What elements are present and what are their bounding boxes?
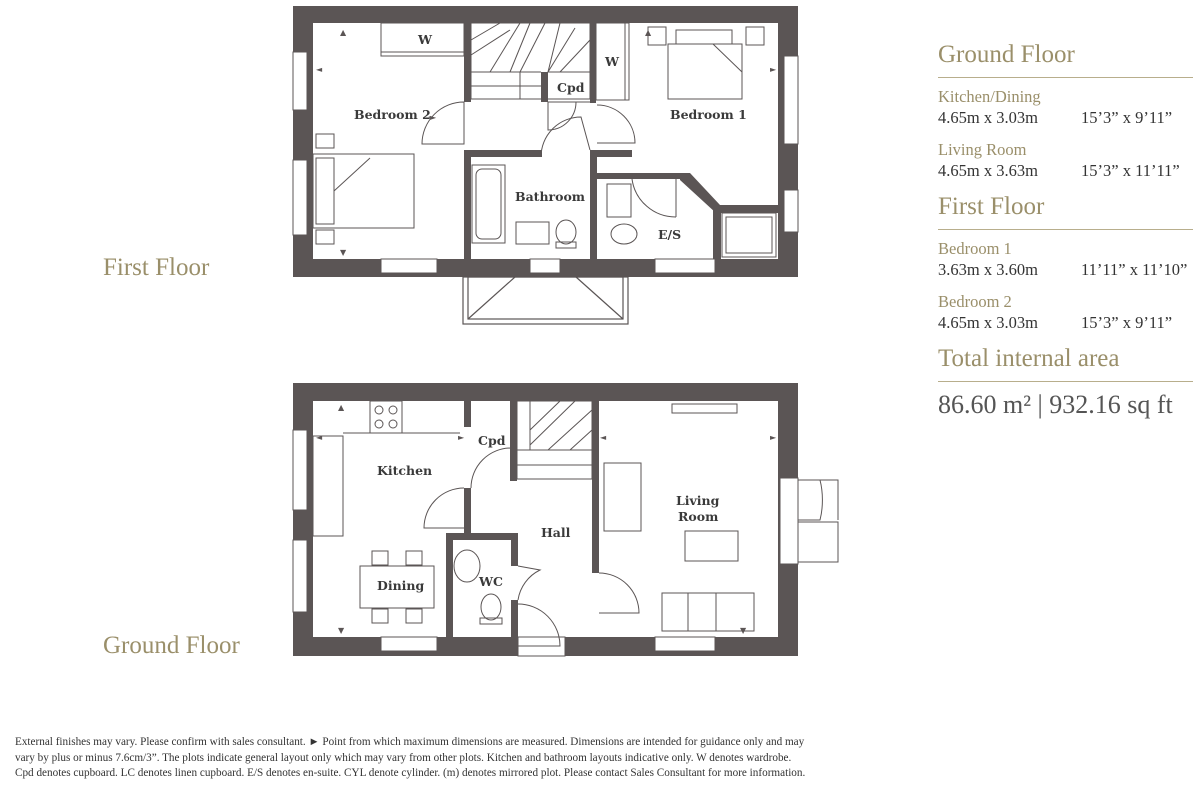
- label-cpd-ground: Cpd: [478, 433, 506, 448]
- room-schedule: [938, 40, 1193, 420]
- label-en-suite: E/S: [658, 227, 682, 242]
- svg-text:▲: ▲: [340, 28, 347, 37]
- label-kitchen: Kitchen: [377, 463, 433, 478]
- label-wardrobe-right: W: [605, 54, 620, 69]
- label-wc: WC: [479, 574, 503, 589]
- svg-text:▼: ▼: [740, 626, 747, 635]
- label-room: Room: [678, 509, 719, 524]
- svg-text:►: ►: [430, 113, 437, 122]
- ground-floor-windows: [293, 430, 715, 656]
- total-area-value: 86.60 m² | 932.16 sq ft: [938, 390, 1173, 419]
- first-floor-fixtures: [313, 27, 776, 257]
- schedule-metric: 3.63m x 3.60m: [938, 260, 1038, 279]
- schedule-room-living: [938, 139, 1193, 182]
- disclaimer-line: External finishes may vary. Please confirm with sales consultant. ► Point from which maximum dimensions are measured. Dimensions are intended for guidance only and may: [15, 736, 805, 748]
- svg-text:▼: ▼: [338, 626, 345, 635]
- schedule-imperial: 15’3” x 9’11”: [1081, 313, 1173, 332]
- disclaimer-line: Cpd denotes cupboard. LC denotes linen cupboard. E/S denotes en-suite. CYL denote cylinder. (m) denotes mirrored plot. Please contact Sales Consultant for more information.: [15, 767, 806, 780]
- first-floor-dimension-markers: [316, 28, 777, 257]
- divider: [938, 229, 1193, 230]
- label-dining: Dining: [377, 578, 425, 593]
- schedule-metric: 4.65m x 3.03m: [938, 108, 1038, 127]
- label-bedroom-1: Bedroom 1: [670, 107, 747, 122]
- schedule-room-name: Kitchen/Dining: [938, 87, 1041, 106]
- label-wardrobe-left: W: [418, 32, 433, 47]
- svg-text:◄: ◄: [600, 433, 607, 442]
- schedule-imperial: 15’3” x 9’11”: [1081, 108, 1173, 127]
- schedule-imperial: 11’11” x 11’10”: [1081, 260, 1188, 279]
- ground-floor-doors: [424, 448, 639, 646]
- disclaimer-line: vary by plus or minus 7.6cm/3”. The plots indicate general layout only which may vary from other plots. Kitchen and bathroom layouts indicative only. W denotes wardrobe.: [15, 751, 792, 764]
- total-area-heading: Total internal area: [938, 345, 1120, 372]
- svg-text:▼: ▼: [340, 248, 347, 257]
- schedule-first-heading: First Floor: [938, 193, 1045, 220]
- schedule-room-name: Bedroom 2: [938, 292, 1012, 311]
- schedule-room-name: Living Room: [938, 140, 1027, 159]
- schedule-room-bedroom-2: [938, 291, 1193, 334]
- ground-floor-walls: [293, 383, 798, 656]
- ground-floor-french-doors: [780, 478, 838, 564]
- divider: [938, 381, 1193, 382]
- first-floor-title: First Floor: [103, 254, 210, 281]
- ground-floor-title: Ground Floor: [103, 632, 240, 659]
- disclaimer-notes: [15, 735, 845, 782]
- schedule-room-name: Bedroom 1: [938, 239, 1012, 258]
- ground-floor-plan: [293, 383, 838, 656]
- svg-text:◄: ◄: [316, 433, 323, 442]
- label-bedroom-2: Bedroom 2: [354, 107, 431, 122]
- schedule-room-kitchen-dining: [938, 86, 1193, 129]
- svg-text:▲: ▲: [338, 403, 345, 412]
- first-floor-plan: [293, 6, 798, 324]
- divider: [938, 77, 1193, 78]
- schedule-imperial: 15’3” x 11’11”: [1081, 161, 1180, 180]
- svg-text:►: ►: [458, 433, 465, 442]
- schedule-room-bedroom-1: [938, 238, 1193, 281]
- label-cpd-first: Cpd: [557, 80, 585, 95]
- svg-text:►: ►: [770, 65, 777, 74]
- schedule-metric: 4.65m x 3.63m: [938, 161, 1038, 180]
- svg-text:▲: ▲: [645, 28, 652, 37]
- schedule-ground-heading: Ground Floor: [938, 41, 1075, 68]
- schedule-metric: 4.65m x 3.03m: [938, 313, 1038, 332]
- label-hall: Hall: [541, 525, 571, 540]
- ground-floor-stairs: [517, 401, 592, 479]
- label-bathroom: Bathroom: [515, 189, 586, 204]
- label-living: Living: [676, 493, 720, 508]
- svg-text:►: ►: [770, 433, 777, 442]
- first-floor-bay: [463, 277, 628, 324]
- svg-text:◄: ◄: [316, 65, 323, 74]
